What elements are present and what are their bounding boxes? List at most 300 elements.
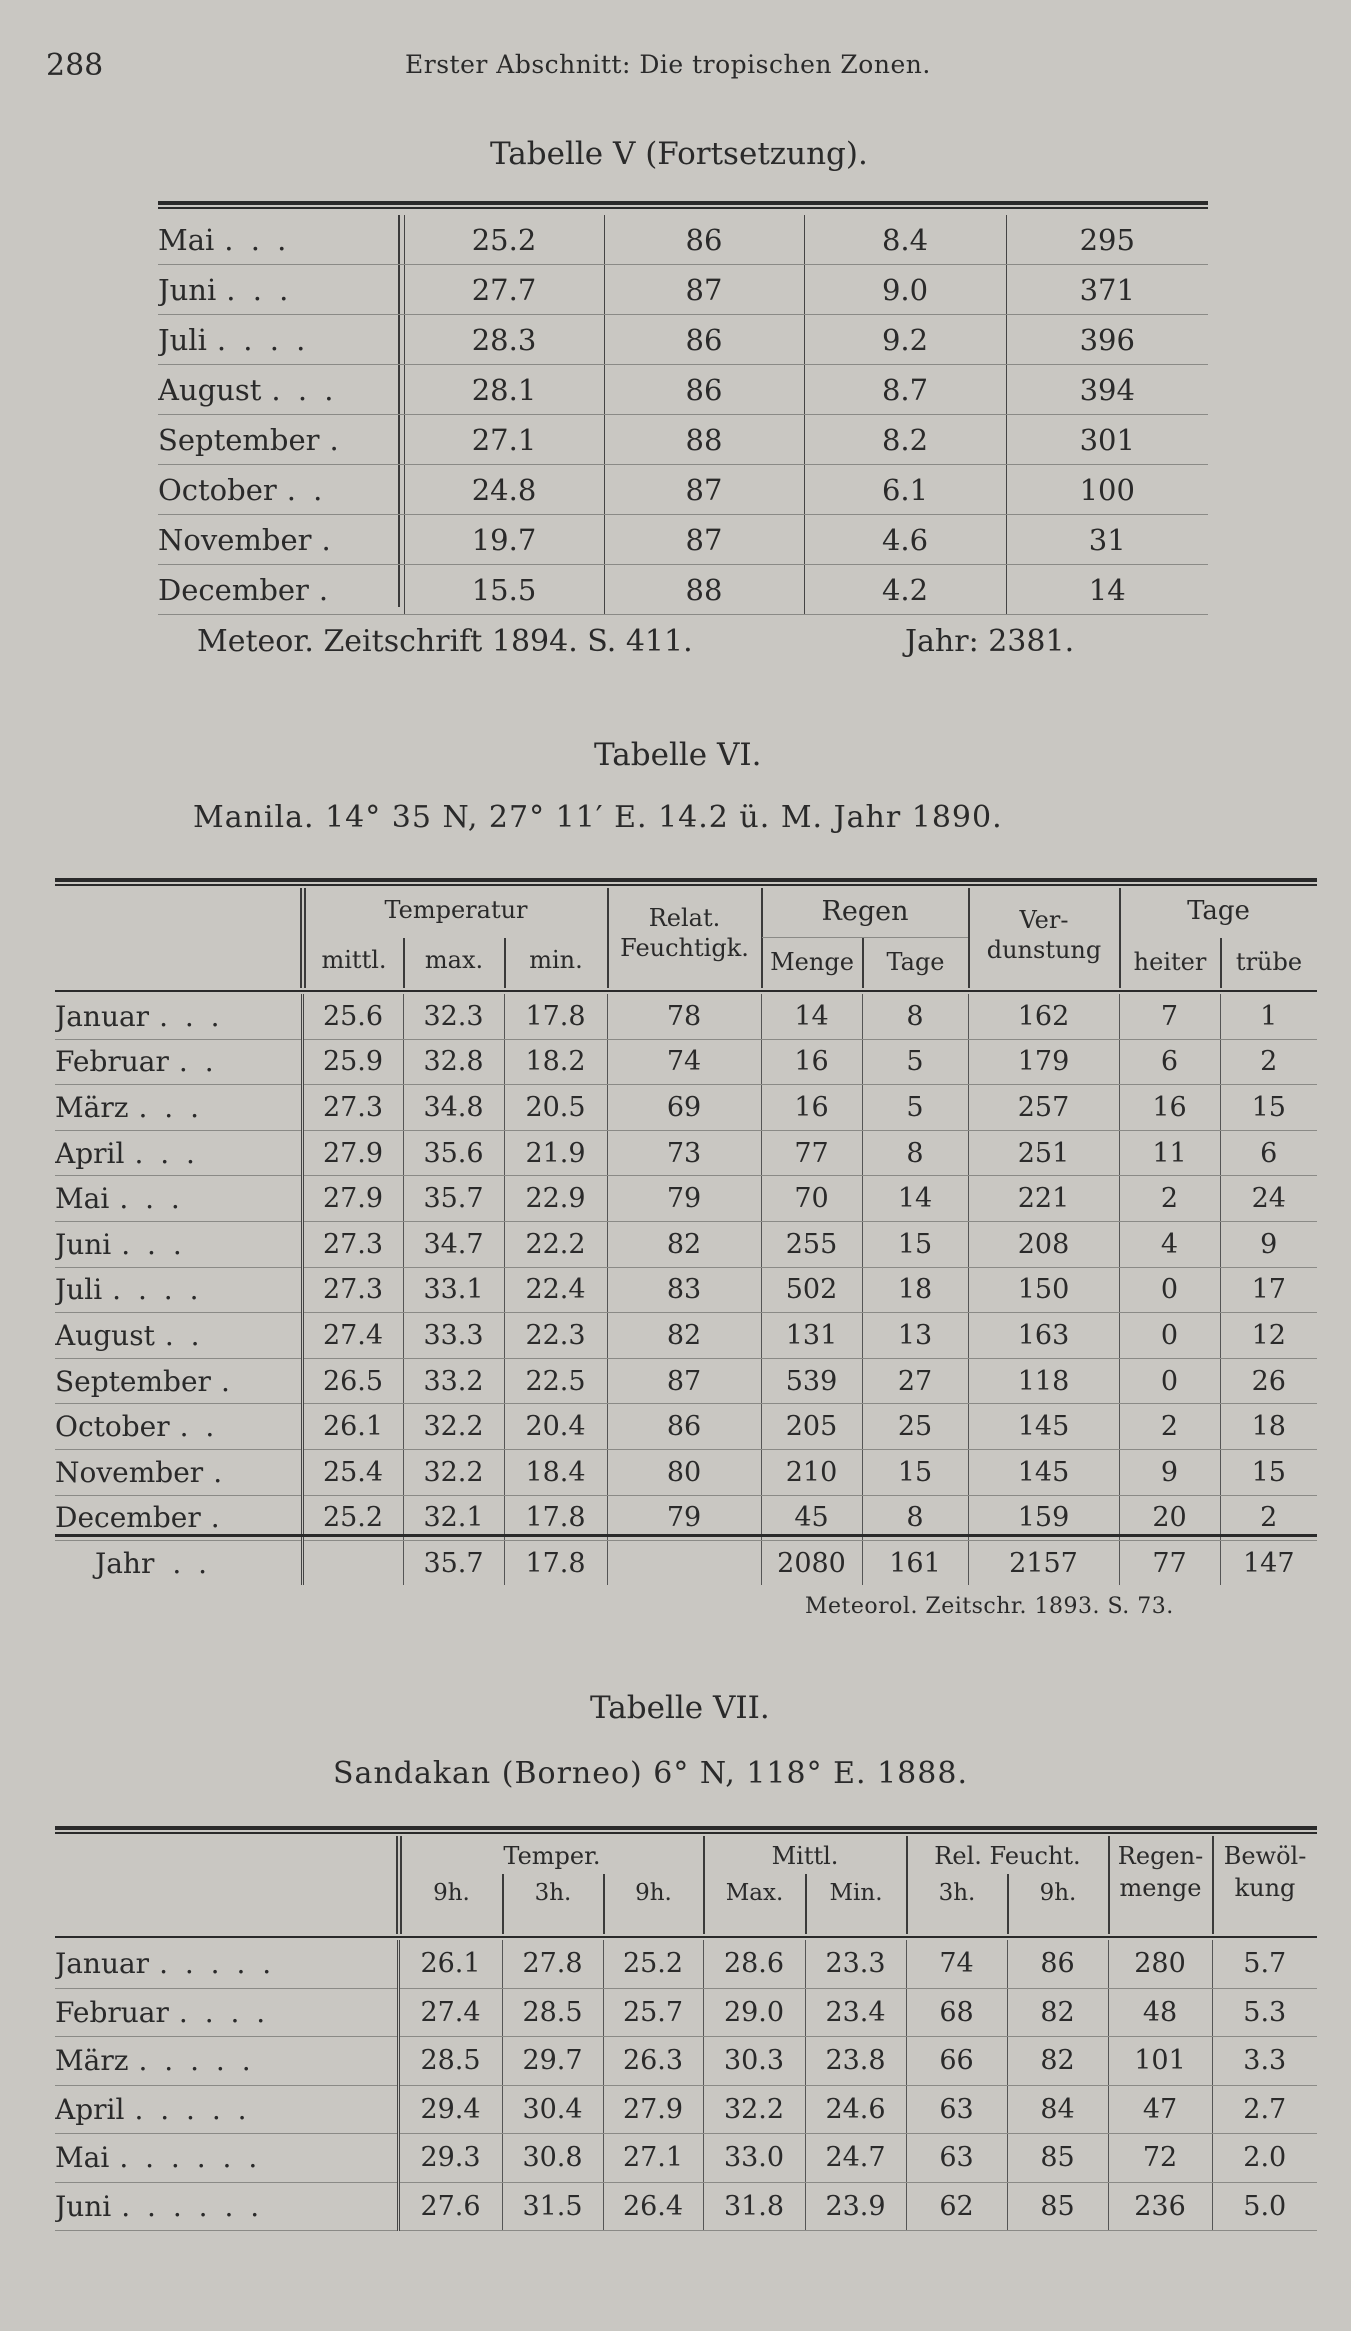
value-cell: 27.7 (404, 265, 604, 315)
value-cell: 32.2 (403, 1449, 504, 1495)
header-temper: Temper. (503, 1842, 601, 1870)
value-cell: 85 (1007, 2134, 1108, 2183)
leader-dots: . . (179, 1410, 219, 1444)
table7-title: Tabelle VII. (590, 1690, 770, 1726)
value-cell: 29.3 (398, 2134, 502, 2183)
month-name: Mai (55, 2141, 110, 2175)
value-cell: 74 (906, 1940, 1007, 1988)
header-min: min. (529, 946, 583, 974)
month-name: Juni (158, 272, 217, 307)
month-name: März (55, 2044, 129, 2078)
table-row (158, 565, 1208, 615)
row-label (55, 1267, 302, 1313)
value-cell: 5 (862, 1085, 968, 1131)
value-cell: 78 (607, 994, 761, 1039)
value-cell: 30.3 (703, 2037, 805, 2086)
value-cell: 22.2 (504, 1221, 607, 1267)
value-cell: 4 (1119, 1221, 1220, 1267)
value-cell: 23.3 (805, 1940, 906, 1988)
month-name: November (158, 522, 312, 557)
value-cell: 280 (1108, 1940, 1212, 1988)
value-cell: 27.3 (302, 1221, 403, 1267)
value-cell: 251 (968, 1130, 1119, 1176)
value-cell: 8 (862, 1495, 968, 1541)
value-cell: 295 (1006, 215, 1208, 265)
value-cell: 87 (604, 515, 804, 565)
value-cell: 84 (1007, 2085, 1108, 2134)
leader-dots: . (318, 572, 333, 607)
value-cell: 101 (1108, 2037, 1212, 2086)
value-cell: 15.5 (404, 565, 604, 615)
leader-dots: . . (286, 472, 327, 507)
value-cell: 0 (1119, 1267, 1220, 1313)
value-cell: 27.4 (302, 1313, 403, 1359)
value-cell: 5.3 (1212, 1988, 1317, 2037)
value-cell: 29.7 (502, 2037, 603, 2086)
header-regen-tage: Tage (886, 948, 945, 976)
total-label (55, 1541, 302, 1586)
value-cell: 33.0 (703, 2134, 805, 2183)
table-row (55, 1176, 1317, 1222)
header-tage: Tage (1187, 896, 1250, 926)
value-cell: 86 (604, 365, 804, 415)
value-cell: 70 (761, 1176, 862, 1222)
month-name: August (158, 372, 262, 407)
value-cell: 162 (968, 994, 1119, 1039)
table-row (55, 1130, 1317, 1176)
month-name: April (55, 1136, 125, 1170)
table-row (158, 265, 1208, 315)
value-cell: 25.2 (603, 1940, 703, 1988)
header-regenmenge-1: Regen- (1117, 1842, 1204, 1870)
month-name: April (55, 2092, 125, 2126)
value-cell: 145 (968, 1449, 1119, 1495)
total-cell (607, 1541, 761, 1586)
value-cell: 24.6 (805, 2085, 906, 2134)
value-cell: 33.1 (403, 1267, 504, 1313)
table-row (158, 415, 1208, 465)
value-cell: 47 (1108, 2085, 1212, 2134)
table5-source: Meteor. Zeitschrift 1894. S. 411. (197, 624, 693, 659)
value-cell: 30.4 (502, 2085, 603, 2134)
value-cell: 5.0 (1212, 2182, 1317, 2231)
header-mittl7: Mittl. (771, 1842, 839, 1870)
leader-dots: . . . . . . (121, 2189, 264, 2223)
value-cell: 85 (1007, 2182, 1108, 2231)
total-cell: 2080 (761, 1541, 862, 1586)
value-cell: 68 (906, 1988, 1007, 2037)
header-feuchtigk: Feuchtigk. (620, 934, 749, 962)
row-label (158, 265, 404, 315)
row-label (55, 2134, 398, 2183)
table-row (55, 2182, 1317, 2231)
value-cell: 83 (607, 1267, 761, 1313)
value-cell: 255 (761, 1221, 862, 1267)
row-label (55, 1176, 302, 1222)
value-cell: 27.4 (398, 1988, 502, 2037)
month-name: Januar (55, 999, 150, 1033)
value-cell: 28.5 (398, 2037, 502, 2086)
value-cell: 25.9 (302, 1039, 403, 1085)
table7-top-rule-thin (55, 1832, 1317, 1834)
value-cell: 236 (1108, 2182, 1212, 2231)
value-cell: 8.7 (804, 365, 1006, 415)
table-row (158, 465, 1208, 515)
value-cell: 14 (862, 1176, 968, 1222)
table6 (55, 994, 1317, 1585)
value-cell: 24.8 (404, 465, 604, 515)
total-cell: 77 (1119, 1541, 1220, 1586)
value-cell: 79 (607, 1495, 761, 1541)
value-cell: 63 (906, 2085, 1007, 2134)
value-cell: 26.1 (302, 1404, 403, 1450)
value-cell: 100 (1006, 465, 1208, 515)
table-row (55, 2134, 1317, 2183)
table6-top-rule-thin (55, 884, 1317, 886)
value-cell: 18 (862, 1267, 968, 1313)
value-cell: 74 (607, 1039, 761, 1085)
row-label (158, 315, 404, 365)
value-cell: 86 (604, 315, 804, 365)
leader-dots: . (210, 1501, 224, 1535)
value-cell: 2 (1119, 1176, 1220, 1222)
leader-dots: . . . (271, 372, 338, 407)
value-cell: 27.1 (603, 2134, 703, 2183)
header-min7: Min. (829, 1880, 883, 1906)
value-cell: 301 (1006, 415, 1208, 465)
row-label (158, 465, 404, 515)
value-cell: 24.7 (805, 2134, 906, 2183)
header-regen: Regen (821, 896, 909, 927)
value-cell: 20.5 (504, 1085, 607, 1131)
table6-subtitle: Manila. 14° 35 N, 27° 11′ E. 14.2 ü. M. Jahr 1890. (193, 800, 1003, 835)
table-row (55, 1039, 1317, 1085)
value-cell: 82 (607, 1221, 761, 1267)
value-cell: 31.5 (502, 2182, 603, 2231)
value-cell: 26 (1220, 1358, 1317, 1404)
table5-year-total: Jahr: 2381. (905, 624, 1075, 659)
value-cell: 17 (1220, 1267, 1317, 1313)
value-cell: 63 (906, 2134, 1007, 2183)
month-name: December (55, 1501, 201, 1535)
value-cell: 208 (968, 1221, 1119, 1267)
value-cell: 179 (968, 1039, 1119, 1085)
header-bewoelkung-2: kung (1234, 1874, 1296, 1902)
value-cell: 210 (761, 1449, 862, 1495)
value-cell: 86 (604, 215, 804, 265)
month-name: Februar (55, 1995, 169, 2029)
value-cell: 18.2 (504, 1039, 607, 1085)
value-cell: 0 (1119, 1313, 1220, 1359)
value-cell: 27.3 (302, 1085, 403, 1131)
value-cell: 25.2 (302, 1495, 403, 1541)
table7-top-rule (55, 1826, 1317, 1830)
table-row (55, 1085, 1317, 1131)
leader-dots: . . . (226, 272, 293, 307)
leader-dots: . . (172, 1546, 212, 1580)
row-label (158, 215, 404, 265)
value-cell: 163 (968, 1313, 1119, 1359)
value-cell: 73 (607, 1130, 761, 1176)
value-cell: 15 (862, 1449, 968, 1495)
value-cell: 62 (906, 2182, 1007, 2231)
value-cell: 88 (604, 565, 804, 615)
table-row (55, 1404, 1317, 1450)
value-cell: 35.6 (403, 1130, 504, 1176)
total-cell: 17.8 (504, 1541, 607, 1586)
month-name: März (55, 1090, 129, 1124)
value-cell: 21.9 (504, 1130, 607, 1176)
value-cell: 29.4 (398, 2085, 502, 2134)
leader-dots: . . . (119, 1182, 184, 1216)
value-cell: 28.1 (404, 365, 604, 415)
table5 (158, 215, 1208, 615)
leader-dots: . . . . (112, 1273, 203, 1307)
value-cell: 28.5 (502, 1988, 603, 2037)
value-cell: 20 (1119, 1495, 1220, 1541)
value-cell: 86 (1007, 1940, 1108, 1988)
page-number: 288 (46, 48, 104, 83)
value-cell: 16 (761, 1039, 862, 1085)
row-label (55, 2037, 398, 2086)
value-cell: 5 (862, 1039, 968, 1085)
value-cell: 14 (761, 994, 862, 1039)
row-label (158, 565, 404, 615)
row-label (55, 1358, 302, 1404)
value-cell: 17.8 (504, 994, 607, 1039)
value-cell: 34.8 (403, 1085, 504, 1131)
value-cell: 15 (1220, 1449, 1317, 1495)
header-rf9: 9h. (1039, 1880, 1077, 1906)
value-cell: 27.9 (603, 2085, 703, 2134)
value-cell: 6 (1220, 1130, 1317, 1176)
leader-dots: . . . . . (138, 2044, 255, 2078)
value-cell: 11 (1119, 1130, 1220, 1176)
value-cell: 257 (968, 1085, 1119, 1131)
header-truebe: trübe (1235, 948, 1303, 976)
leader-dots: . . . (159, 999, 224, 1033)
total-label-text: Jahr (95, 1546, 155, 1580)
table-row (55, 1449, 1317, 1495)
header-t3: 3h. (534, 1880, 572, 1906)
value-cell: 16 (1119, 1085, 1220, 1131)
value-cell: 25.4 (302, 1449, 403, 1495)
table-row (55, 1358, 1317, 1404)
leader-dots: . . . . (216, 322, 310, 357)
value-cell: 32.1 (403, 1495, 504, 1541)
header-heiter: heiter (1133, 948, 1207, 976)
value-cell: 23.9 (805, 2182, 906, 2231)
value-cell: 2.0 (1212, 2134, 1317, 2183)
header-rf3: 3h. (938, 1880, 976, 1906)
table5-top-rule-thin (158, 207, 1208, 209)
table6-title: Tabelle VI. (594, 737, 762, 773)
leader-dots: . . . . (178, 1995, 270, 2029)
value-cell: 16 (761, 1085, 862, 1131)
leader-dots: . . . . . (159, 1947, 276, 1981)
row-label (55, 1039, 302, 1085)
leader-dots: . (213, 1455, 227, 1489)
leader-dots: . (220, 1364, 234, 1398)
value-cell: 6 (1119, 1039, 1220, 1085)
table-row (55, 1988, 1317, 2037)
table7-subtitle: Sandakan (Borneo) 6° N, 118° E. 1888. (333, 1756, 968, 1791)
value-cell: 88 (604, 415, 804, 465)
value-cell: 29.0 (703, 1988, 805, 2037)
total-cell: 2157 (968, 1541, 1119, 1586)
total-cell: 35.7 (403, 1541, 504, 1586)
leader-dots: . (329, 422, 343, 457)
value-cell: 8 (862, 1130, 968, 1176)
month-name: Juli (55, 1273, 103, 1307)
month-name: November (55, 1455, 204, 1489)
month-name: December (158, 572, 309, 607)
value-cell: 2 (1119, 1404, 1220, 1450)
table-row (158, 315, 1208, 365)
value-cell: 118 (968, 1358, 1119, 1404)
row-label (158, 365, 404, 415)
value-cell: 32.3 (403, 994, 504, 1039)
row-label (55, 1085, 302, 1131)
row-label (55, 1449, 302, 1495)
table6-header-rule (55, 990, 1317, 992)
row-label (158, 415, 404, 465)
value-cell: 22.4 (504, 1267, 607, 1313)
value-cell: 27.8 (502, 1940, 603, 1988)
table-row (55, 1313, 1317, 1359)
month-name: September (158, 422, 320, 457)
month-name: September (55, 1364, 211, 1398)
leader-dots: . . (178, 1045, 218, 1079)
value-cell: 24 (1220, 1176, 1317, 1222)
row-label (55, 1313, 302, 1359)
value-cell: 9.0 (804, 265, 1006, 315)
value-cell: 82 (1007, 1988, 1108, 2037)
total-cell: 161 (862, 1541, 968, 1586)
value-cell: 26.3 (603, 2037, 703, 2086)
table-row (55, 1940, 1317, 1988)
value-cell: 2 (1220, 1495, 1317, 1541)
header-menge: Menge (770, 948, 854, 976)
table6-total-rule (55, 1534, 1317, 1537)
value-cell: 28.6 (703, 1940, 805, 1988)
month-name: Februar (55, 1045, 169, 1079)
value-cell: 5.7 (1212, 1940, 1317, 1988)
value-cell: 22.3 (504, 1313, 607, 1359)
total-cell: 147 (1220, 1541, 1317, 1586)
value-cell: 66 (906, 2037, 1007, 2086)
header-regenmenge-2: menge (1119, 1874, 1202, 1902)
value-cell: 4.2 (804, 565, 1006, 615)
leader-dots: . . . (138, 1090, 204, 1124)
value-cell: 26.1 (398, 1940, 502, 1988)
value-cell: 15 (862, 1221, 968, 1267)
table-row (158, 215, 1208, 265)
value-cell: 22.9 (504, 1176, 607, 1222)
month-name: Mai (55, 1182, 110, 1216)
value-cell: 394 (1006, 365, 1208, 415)
header-bewoelkung-1: Bewöl- (1223, 1842, 1307, 1870)
leader-dots: . . . (224, 222, 291, 257)
value-cell: 1 (1220, 994, 1317, 1039)
value-cell: 18 (1220, 1404, 1317, 1450)
table5-top-rule (158, 201, 1208, 205)
leader-dots: . (321, 522, 335, 557)
value-cell: 34.7 (403, 1221, 504, 1267)
value-cell: 145 (968, 1404, 1119, 1450)
value-cell: 27.9 (302, 1130, 403, 1176)
table7-header-rule (55, 1936, 1317, 1938)
value-cell: 20.4 (504, 1404, 607, 1450)
row-label (158, 515, 404, 565)
table-row (55, 2085, 1317, 2134)
value-cell: 33.3 (403, 1313, 504, 1359)
value-cell: 23.8 (805, 2037, 906, 2086)
value-cell: 27 (862, 1358, 968, 1404)
row-label (55, 1988, 398, 2037)
row-label (55, 994, 302, 1039)
value-cell: 31 (1006, 515, 1208, 565)
leader-dots: . . (164, 1318, 204, 1352)
leader-dots: . . . (121, 1227, 186, 1261)
value-cell: 79 (607, 1176, 761, 1222)
value-cell: 45 (761, 1495, 862, 1541)
value-cell: 3.3 (1212, 2037, 1317, 2086)
table-row (158, 515, 1208, 565)
header-ver: Ver- (1019, 906, 1069, 934)
value-cell: 371 (1006, 265, 1208, 315)
value-cell: 18.4 (504, 1449, 607, 1495)
value-cell: 8.4 (804, 215, 1006, 265)
value-cell: 28.3 (404, 315, 604, 365)
table5-title: Tabelle V (Fortsetzung). (490, 136, 868, 172)
value-cell: 6.1 (804, 465, 1006, 515)
value-cell: 27.1 (404, 415, 604, 465)
table-row (55, 1267, 1317, 1313)
value-cell: 32.2 (403, 1404, 504, 1450)
row-label (55, 1221, 302, 1267)
row-label (55, 2182, 398, 2231)
header-mittl: mittl. (321, 946, 387, 974)
value-cell: 14 (1006, 565, 1208, 615)
value-cell: 19.7 (404, 515, 604, 565)
value-cell: 150 (968, 1267, 1119, 1313)
value-cell: 25.6 (302, 994, 403, 1039)
header-max7: Max. (725, 1880, 784, 1906)
row-label (55, 1404, 302, 1450)
header-t9a: 9h. (433, 1880, 470, 1906)
value-cell: 30.8 (502, 2134, 603, 2183)
row-label (55, 1940, 398, 1988)
value-cell: 12 (1220, 1313, 1317, 1359)
header-dunstung: dunstung (986, 936, 1102, 964)
table-row (55, 994, 1317, 1039)
value-cell: 221 (968, 1176, 1119, 1222)
value-cell: 27.9 (302, 1176, 403, 1222)
total-row (55, 1541, 1317, 1586)
month-name: Mai (158, 222, 215, 257)
value-cell: 8 (862, 994, 968, 1039)
header-relat: Relat. (648, 904, 721, 932)
value-cell: 9 (1119, 1449, 1220, 1495)
row-label (55, 1130, 302, 1176)
value-cell: 82 (1007, 2037, 1108, 2086)
month-name: Januar (55, 1947, 150, 1981)
value-cell: 23.4 (805, 1988, 906, 2037)
month-name: Juli (158, 322, 207, 357)
row-label (55, 2085, 398, 2134)
value-cell: 131 (761, 1313, 862, 1359)
